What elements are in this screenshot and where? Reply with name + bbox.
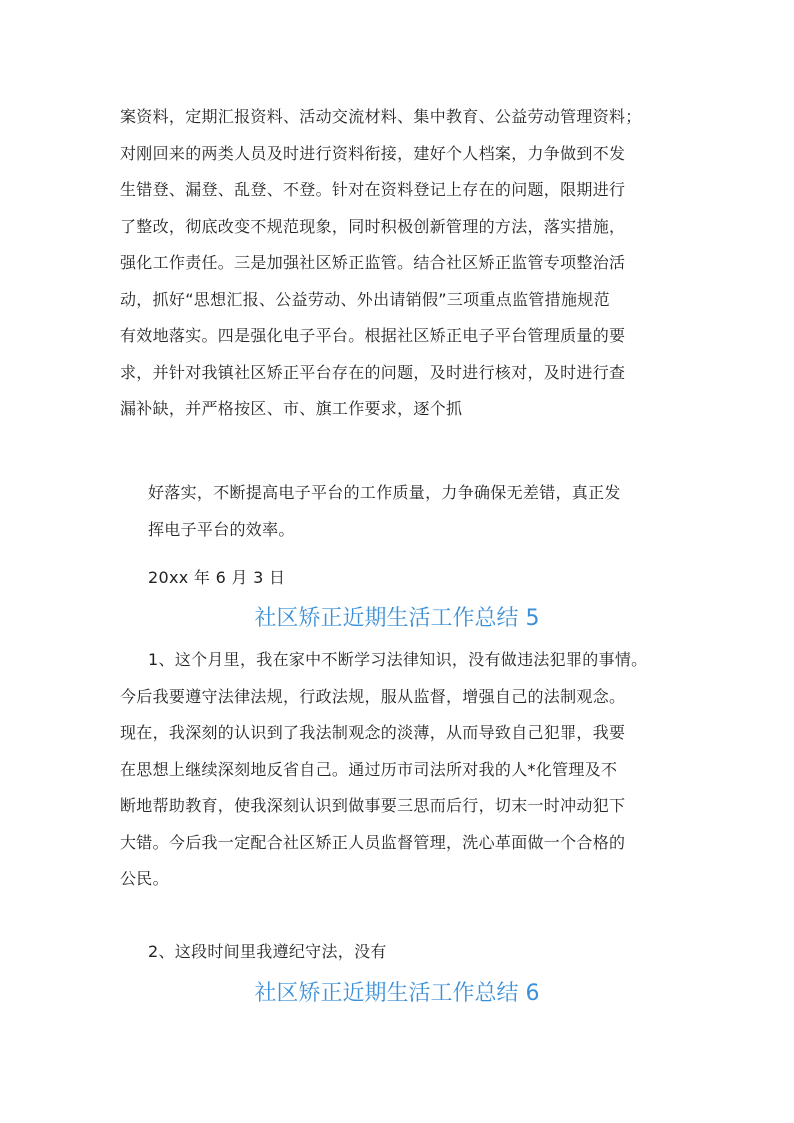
text-line: 公民。 xyxy=(120,869,169,888)
text-line: 断地帮助教育，使我深刻认识到做事要三思而后行，切末一时冲动犯下 xyxy=(120,796,626,815)
paragraph-records-management xyxy=(120,99,680,428)
text-line: 漏补缺，并严格按区、市、旗工作要求，逐个抓 xyxy=(120,399,463,418)
text-line: 了整改，彻底改变不规范现象，同时积极创新管理的方法，落实措施， xyxy=(120,216,626,236)
text-line: 好落实，不断提高电子平台的工作质量，力争确保无差错，真正发 xyxy=(148,483,621,502)
paragraph-item-1 xyxy=(120,642,680,898)
date-line xyxy=(120,560,680,597)
text-line: 1、这个月里，我在家中不断学习法律知识，没有做违法犯罪的事情。 xyxy=(148,650,648,669)
text-line: 强化工作责任。三是加强社区矫正监管。结合社区矫正监管专项整治活 xyxy=(120,253,626,272)
text-line: 有效地落实。四是强化电子平台。根据社区矫正电子平台管理质量的要 xyxy=(120,326,626,345)
text-line: 求，并针对我镇社区矫正平台存在的问题，及时进行核对，及时进行查 xyxy=(120,362,626,382)
paragraph-electronic-platform xyxy=(120,475,680,548)
text-line: 动，抓好“思想汇报、公益劳动、外出请销假”三项重点监管措施规范 xyxy=(120,289,610,309)
text-line: 现在，我深刻的认识到了我法制观念的淡薄，从而导致自己犯罪，我要 xyxy=(120,723,626,742)
section-heading-5: 社区矫正近期生活工作总结 5 xyxy=(254,606,540,631)
text-line: 今后我要遵守法律法规，行政法规，服从监督，增强自己的法制观念。 xyxy=(120,686,626,706)
text-line: 生错登、漏登、乱登、不登。针对在资料登记上存在的问题，限期进行 xyxy=(120,180,626,199)
text-line: 对刚回来的两类人员及时进行资料衔接，建好个人档案，力争做到不发 xyxy=(120,143,626,163)
section-heading-6: 社区矫正近期生活工作总结 6 xyxy=(254,981,540,1006)
text-line: 大错。今后我一定配合社区矫正人员监督管理，洗心革面做一个合格的 xyxy=(120,832,626,852)
text-line: 案资料，定期汇报资料、活动交流材料、集中教育、公益劳动管理资料； xyxy=(120,107,642,126)
date-text: 20xx 年 6 月 3 日 xyxy=(148,568,286,587)
text-line: 2、这段时间里我遵纪守法，没有 xyxy=(148,942,387,961)
paragraph-item-2 xyxy=(120,934,680,971)
text-line: 挥电子平台的效率。 xyxy=(148,519,295,539)
text-line: 在思想上继续深刻地反省自己。通过历市司法所对我的人*化管理及不 xyxy=(120,759,618,779)
